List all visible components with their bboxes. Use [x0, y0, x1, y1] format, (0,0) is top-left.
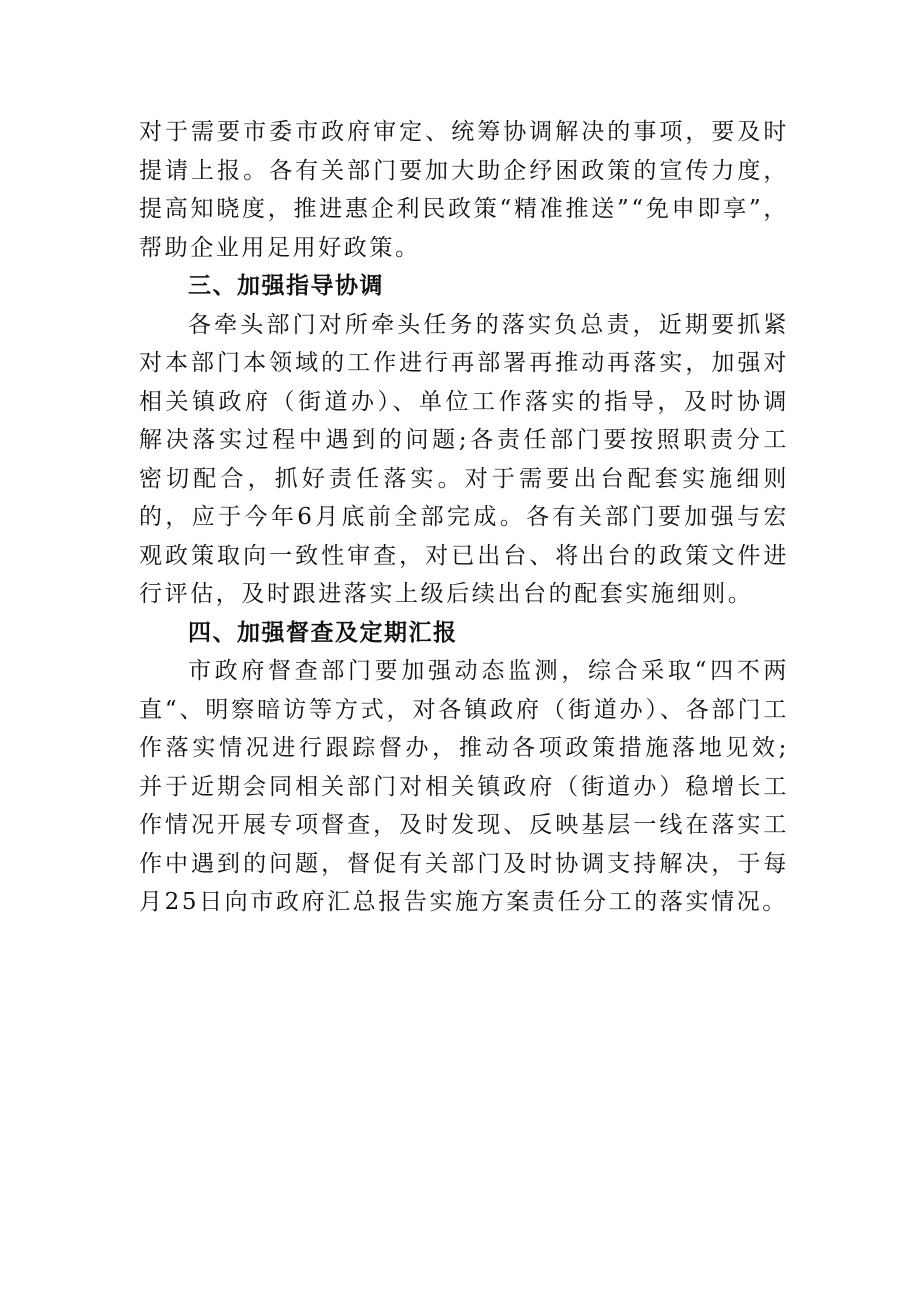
document-page [139, 113, 789, 922]
body-paragraph-supervision: 市政府督查部门要加强动态监测，综合采取“四不两直“、明察暗访等方式，对各镇政府（街道办）、各部门工作落实情况进行跟踪督办，推动各项政策措施落地见效;并于近期会同相关部门对相关镇政府（街道办）稳增长工作情况开展专项督查，及时发现、反映基层一线在落实工作中遇到的问题，督促有关部门及时协调支持解决，于每月25日向市政府汇总报告实施方案责任分工的落实情况。 [139, 658, 789, 915]
body-paragraph-policy-promotion: 对于需要市委市政府审定、统筹协调解决的事项，要及时提请上报。各有关部门要加大助企纾困政策的宣传力度，提高知晓度，推进惠企利民政策“精准推送”“免申即享”，帮助企业用足用好政策。 [139, 119, 789, 261]
body-paragraph-lead-departments: 各牵头部门对所牵头任务的落实负总责，近期要抓紧对本部门本领域的工作进行再部署再推动再落实，加强对相关镇政府（街道办）、单位工作落实的指导，及时协调解决落实过程中遇到的问题;各责任部门要按照职责分工密切配合，抓好责任落实。对于需要出台配套实施细则的，应于今年6月底前全部完成。各有关部门要加强与宏观政策取向一致性审查，对已出台、将出台的政策文件进行评估，及时跟进落实上级后续出台的配套实施细则。 [139, 311, 789, 607]
section-heading-guidance-coordination: 三、加强指导协调 [188, 273, 384, 299]
section-heading-supervision-reporting: 四、加强督查及定期汇报 [188, 619, 458, 646]
